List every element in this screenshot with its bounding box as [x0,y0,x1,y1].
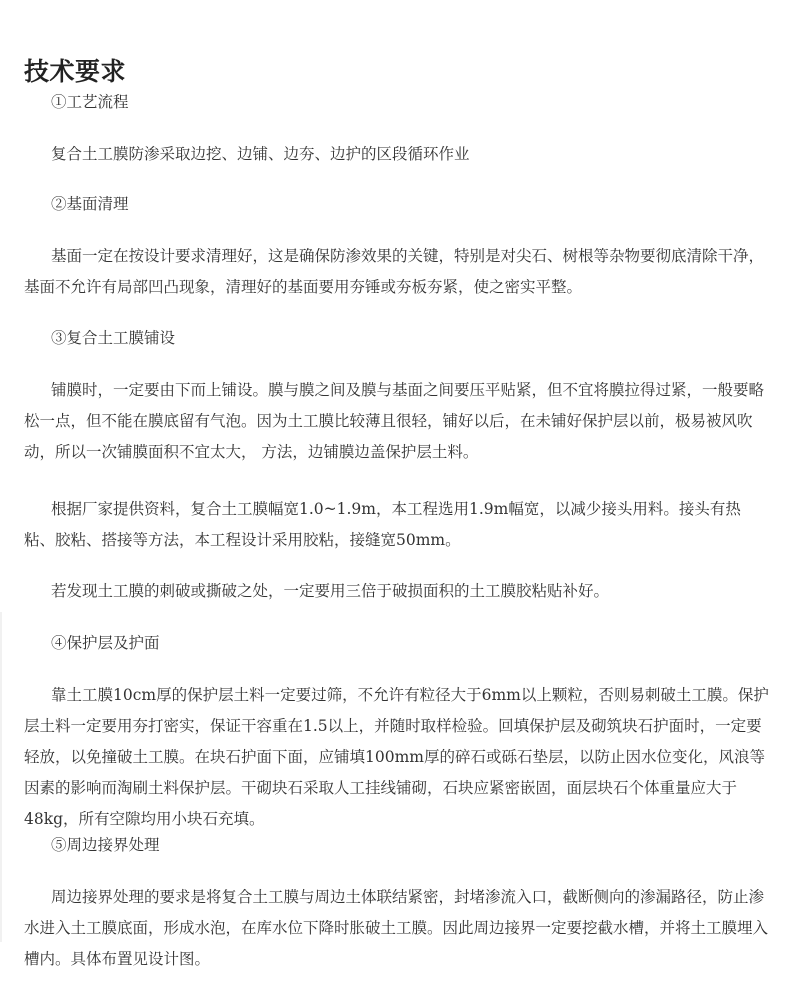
paragraph-edge-treatment: 周边接界处理的要求是将复合土工膜与周边土体联结紧密，封堵渗流入口，截断侧向的渗漏路径，防止渗水进入土工膜底面，形成水泡，在库水位下降时胀破土工膜。因此周边接界一定要挖截水槽，并将土工膜埋入槽内。具体布置见设计图。 [24,888,769,968]
paragraph-membrane-laying-1: 铺膜时，一定要由下而上铺设。膜与膜之间及膜与基面之间要压平贴紧，但不宜将膜拉得过紧，一般要略松一点，但不能在膜底留有气泡。因为土工膜比较薄且很轻，铺好以后，在未铺好保护层以前，极易被风吹动，所以一次铺膜面积不宜太大， 方法，边铺膜边盖保护层土料。 [24,381,765,461]
paragraph-protection-layer: 靠土工膜10cm厚的保护层土料一定要过筛，不允许有粒径大于6mm以上颗粒，否则易刺破土工膜。保护层土料一定要用夯打密实，保证干容重在1.5以上，并随时取样检验。回填保护层及砌筑块石护面时，一定要轻放，以免撞破土工膜。在块石护面下面，应铺填100mm厚的碎石或砾石垫层，以防止因水位变化，风浪等因素的影响而淘刷土料保护层。干砌块石采取人工挂线铺砌，石块应紧密嵌固，面层块石个体重量应大于48kg，所有空隙均用小块石充填。 [24,686,769,828]
section-heading-base-cleaning: ②基面清理 [51,195,129,213]
paragraph-process: 复合土工膜防渗采取边挖、边铺、边夯、边护的区段循环作业 [51,145,470,163]
left-edge-rail [0,612,2,942]
paragraph-base-cleaning: 基面一定在按设计要求清理好，这是确保防渗效果的关键，特别是对尖石、树根等杂物要彻底清除干净，基面不允许有局部凹凸现象，清理好的基面要用夯锤或夯板夯紧，使之密实平整。 [24,247,765,296]
section-heading-process: ①工艺流程 [51,93,129,111]
section-heading-protection-layer: ④保护层及护面 [51,634,160,652]
paragraph-membrane-laying-2: 根据厂家提供资料，复合土工膜幅宽1.0~1.9m，本工程选用1.9m幅宽，以减少接头用料。接头有热粘、胶粘、搭接等方法，本工程设计采用胶粘，接缝宽50mm。 [24,500,741,549]
page-title: 技术要求 [24,56,127,86]
section-heading-membrane-laying: ③复合土工膜铺设 [51,329,176,347]
section-heading-edge-treatment: ⑤周边接界处理 [51,836,160,854]
paragraph-membrane-laying-3: 若发现土工膜的刺破或撕破之处，一定要用三倍于破损面积的土工膜胶粘贴补好。 [51,582,610,600]
